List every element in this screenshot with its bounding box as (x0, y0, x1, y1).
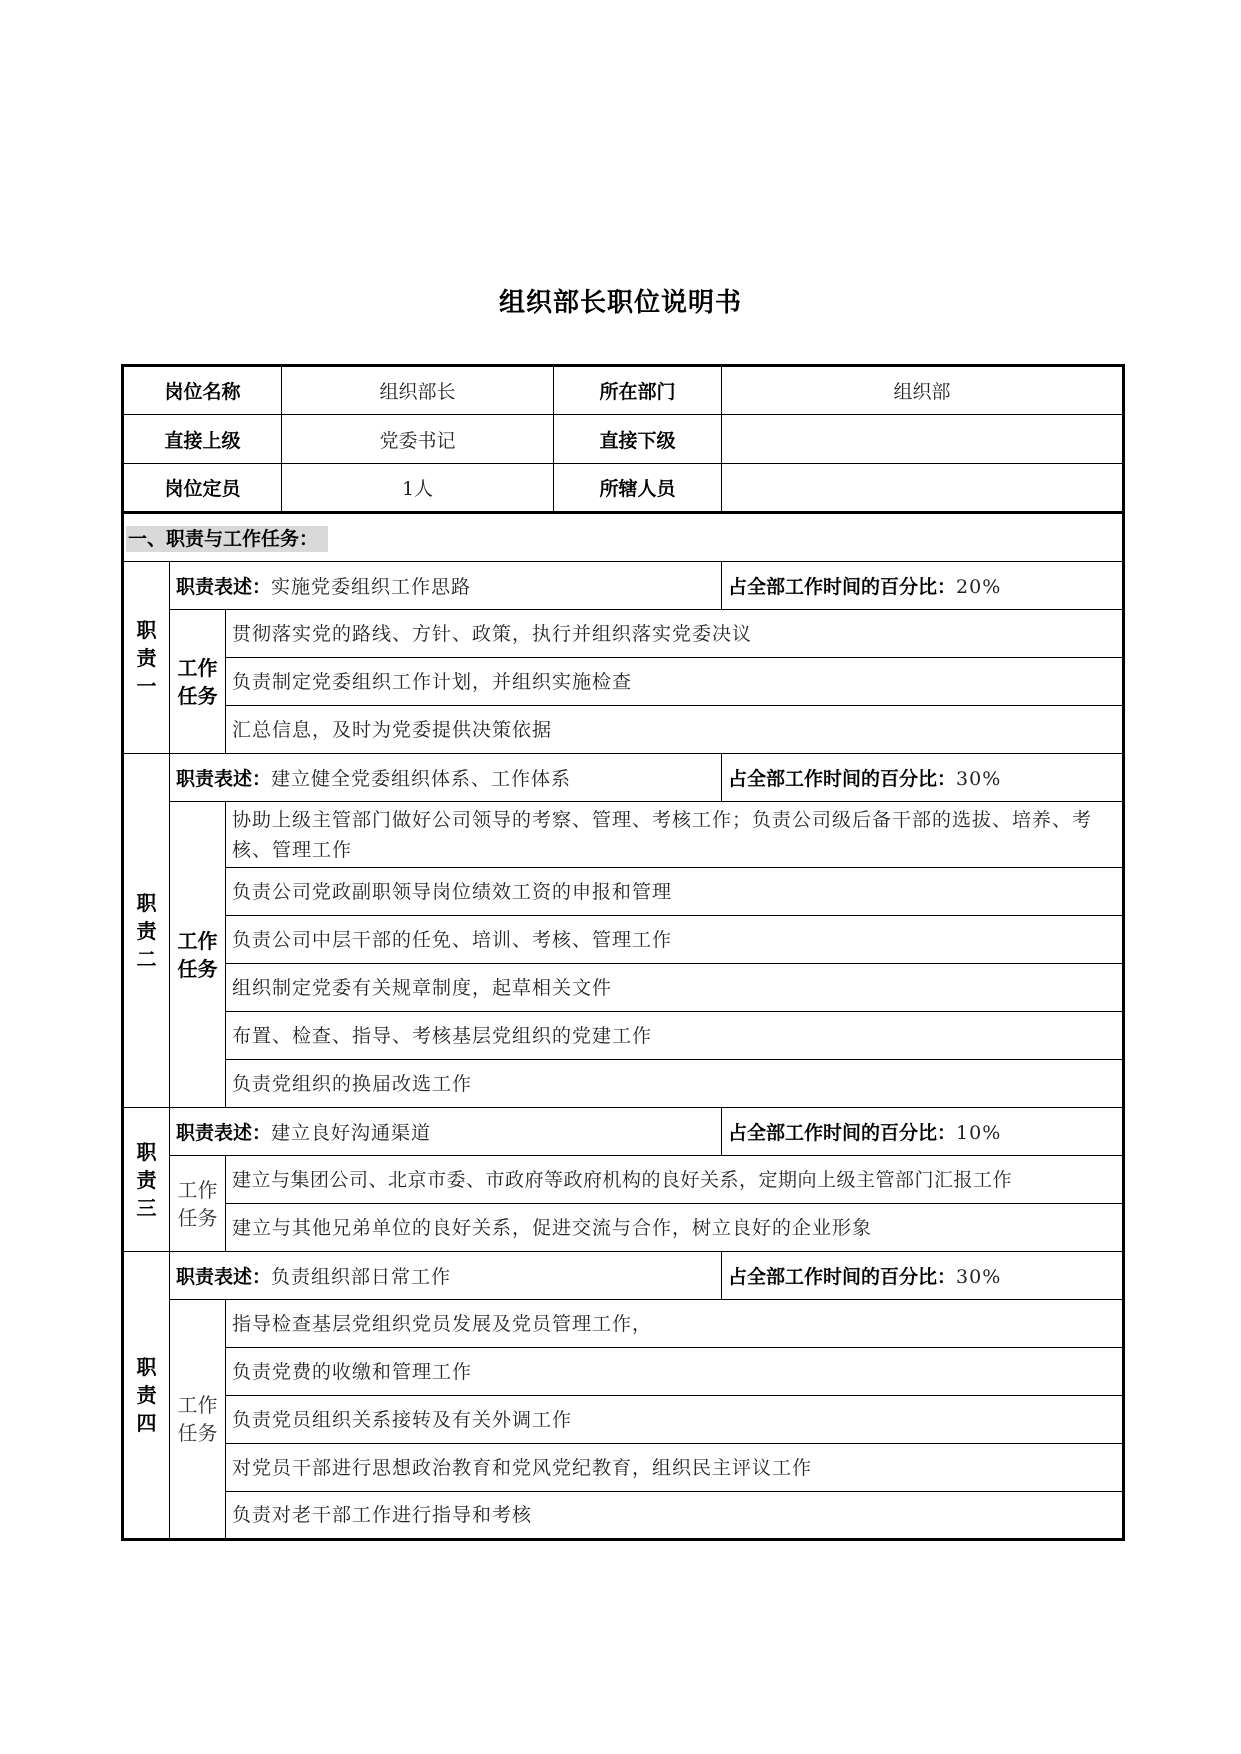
task-label-line: 任务 (177, 956, 218, 981)
statement-key: 职责表述： (176, 1122, 272, 1144)
percentage-value: 30% (956, 1266, 1002, 1288)
task-item: 汇总信息，及时为党委提供决策依据 (226, 706, 1124, 754)
duty-label-char: 责 (136, 645, 157, 670)
task-label (170, 802, 226, 1108)
department-value: 组织部 (722, 366, 1124, 415)
task-label-line: 工作 (177, 1393, 218, 1417)
job-description-table (121, 364, 1125, 1541)
duty-label-char: 三 (136, 1195, 157, 1220)
time-percentage (722, 1252, 1124, 1300)
task-label-line: 工作 (177, 1177, 218, 1202)
task-item: 负责制定党委组织工作计划，并组织实施检查 (226, 658, 1124, 706)
task-row (123, 802, 1124, 868)
duty-label-char: 职 (136, 890, 157, 915)
percentage-value: 20% (956, 576, 1002, 598)
staff-under-value (722, 464, 1124, 513)
percentage-key: 占全部工作时间的百分比： (728, 576, 957, 598)
section-title-cell (123, 513, 1124, 562)
task-row (123, 1156, 1124, 1204)
percentage-key: 占全部工作时间的百分比： (728, 1122, 957, 1144)
task-row (123, 610, 1124, 658)
staff-under-label: 所辖人员 (554, 464, 722, 513)
task-row (123, 868, 1124, 916)
duty-label-char: 一 (136, 673, 157, 698)
task-label-line: 任务 (177, 1205, 218, 1230)
duty-label (123, 562, 170, 754)
position-name-value: 组织部长 (282, 366, 554, 415)
task-row (123, 1012, 1124, 1060)
duties (123, 562, 1124, 1540)
duty-label-char: 责 (136, 918, 157, 943)
page-title: 组织部长职位说明书 (498, 288, 742, 318)
task-label-line: 工作 (177, 655, 218, 680)
percentage-key: 占全部工作时间的百分比： (728, 768, 957, 790)
duty-label-char: 责 (136, 1167, 157, 1192)
statement-value: 建立良好沟通渠道 (271, 1122, 432, 1144)
task-item: 协助上级主管部门做好公司领导的考察、管理、考核工作；负责公司级后备干部的选拔、培养、考核、管理工作 (226, 802, 1124, 868)
duty-label (123, 1252, 170, 1540)
headcount-label: 岗位定员 (123, 464, 282, 513)
time-percentage (722, 1108, 1124, 1156)
duty-label (123, 754, 170, 1108)
duty-statement-row (123, 1108, 1124, 1156)
task-row (123, 1444, 1124, 1492)
direct-superior-label: 直接上级 (123, 415, 282, 464)
statement-key: 职责表述： (176, 768, 272, 790)
task-item: 对党员干部进行思想政治教育和党风党纪教育，组织民主评议工作 (226, 1444, 1124, 1492)
percentage-key: 占全部工作时间的百分比： (728, 1266, 957, 1288)
task-row (123, 1348, 1124, 1396)
task-row (123, 1060, 1124, 1108)
statement-value: 建立健全党委组织体系、工作体系 (271, 768, 572, 790)
task-row (123, 964, 1124, 1012)
task-label-line: 任务 (177, 1421, 218, 1445)
duty-statement-row (123, 1252, 1124, 1300)
statement-value: 实施党委组织工作思路 (271, 576, 472, 598)
time-percentage (722, 562, 1124, 610)
duty-statement (170, 1108, 722, 1156)
direct-superior-value: 党委书记 (282, 415, 554, 464)
duty-label-char: 责 (136, 1383, 157, 1407)
duty-label-char: 二 (136, 946, 157, 971)
statement-key: 职责表述： (176, 1266, 272, 1288)
task-item: 负责公司中层干部的任免、培训、考核、管理工作 (226, 916, 1124, 964)
task-label-line: 任务 (177, 683, 218, 708)
task-item: 负责党费的收缴和管理工作 (226, 1348, 1124, 1396)
task-label (170, 1300, 226, 1540)
task-row (123, 1204, 1124, 1252)
task-label-line: 工作 (177, 928, 218, 953)
percentage-value: 10% (956, 1122, 1002, 1144)
task-item: 负责公司党政副职领导岗位绩效工资的申报和管理 (226, 868, 1124, 916)
duty-label (123, 1108, 170, 1252)
duty-label-char: 职 (136, 1139, 157, 1164)
duty-label-char: 职 (136, 1355, 157, 1379)
task-row (123, 916, 1124, 964)
section-title: 一、职责与工作任务： (126, 526, 328, 552)
task-item: 负责对老干部工作进行指导和考核 (226, 1492, 1124, 1540)
task-row (123, 1396, 1124, 1444)
statement-key: 职责表述： (176, 576, 272, 598)
section-header (123, 513, 1124, 562)
task-row (123, 706, 1124, 754)
info-row (123, 415, 1124, 464)
direct-subordinate-label: 直接下级 (554, 415, 722, 464)
task-label (170, 610, 226, 754)
department-label: 所在部门 (554, 366, 722, 415)
task-item: 组织制定党委有关规章制度，起草相关文件 (226, 964, 1124, 1012)
task-item: 贯彻落实党的路线、方针、政策，执行并组织落实党委决议 (226, 610, 1124, 658)
duty-label-char: 四 (136, 1411, 157, 1435)
statement-value: 负责组织部日常工作 (271, 1266, 452, 1288)
duty-statement (170, 562, 722, 610)
headcount-value: 1人 (282, 464, 554, 513)
task-row (123, 1492, 1124, 1540)
percentage-value: 30% (956, 768, 1002, 790)
direct-subordinate-value (722, 415, 1124, 464)
task-item: 布置、检查、指导、考核基层党组织的党建工作 (226, 1012, 1124, 1060)
duty-statement-row (123, 562, 1124, 610)
task-item: 负责党组织的换届改选工作 (226, 1060, 1124, 1108)
duty-label-char: 职 (136, 617, 157, 642)
duty-statement-row (123, 754, 1124, 802)
position-name-label: 岗位名称 (123, 366, 282, 415)
task-item: 建立与集团公司、北京市委、市政府等政府机构的良好关系，定期向上级主管部门汇报工作 (226, 1156, 1124, 1204)
job-description-sheet (121, 364, 1122, 1541)
task-row (123, 1300, 1124, 1348)
task-item: 负责党员组织关系接转及有关外调工作 (226, 1396, 1124, 1444)
task-item: 建立与其他兄弟单位的良好关系，促进交流与合作，树立良好的企业形象 (226, 1204, 1124, 1252)
basic-info (123, 366, 1124, 513)
task-label (170, 1156, 226, 1252)
info-row (123, 366, 1124, 415)
duty-statement (170, 1252, 722, 1300)
task-item: 指导检查基层党组织党员发展及党员管理工作， (226, 1300, 1124, 1348)
time-percentage (722, 754, 1124, 802)
info-row (123, 464, 1124, 513)
duty-statement (170, 754, 722, 802)
task-row (123, 658, 1124, 706)
